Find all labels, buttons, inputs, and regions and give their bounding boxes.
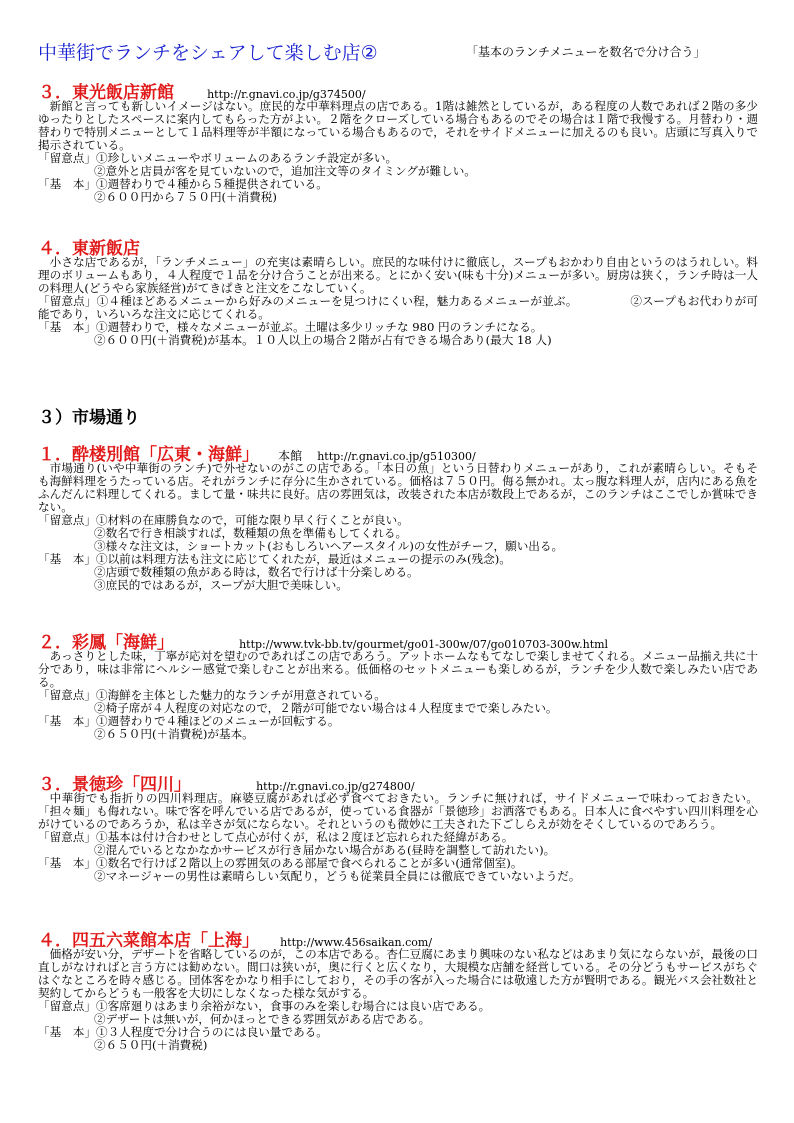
shop-entry (38, 926, 758, 1052)
basic-item: ①週替わりで４種ほどのメニューが回転する。 (95, 715, 340, 728)
shop-entry (38, 78, 758, 204)
basic-item: ②６００円(＋消費税)が基本。１０人以上の場合２階が占有できる場合あり(最大 18 人) (94, 334, 552, 347)
notes-paragraph (38, 295, 758, 321)
basic-line (38, 715, 758, 728)
note-item: ①基本は付け合わせとして点心が付くが，私は２度ほど忘れられた経緯がある。 (95, 831, 514, 844)
basic-line (38, 857, 758, 870)
basic-item: ②店頭で数種類の魚がある時は，数名で行けば十分楽しめる。 (94, 566, 419, 579)
basic-line (38, 321, 758, 334)
note-item: ②椅子席が４人程度の対応なので，２階が可能でない場合は４人程度までで楽しみたい。 (94, 702, 558, 715)
basic-label: 「基 本」 (38, 1026, 96, 1039)
page-subtitle: 「基本のランチメニューを数名で分け合う」 (466, 45, 706, 59)
basic-line (38, 1026, 758, 1039)
shop-url-link[interactable]: http://r.gnavi.co.jp/g274800/ (256, 780, 415, 793)
shop-title-row (38, 440, 758, 465)
shop-title-row (38, 234, 758, 259)
basic-item: ③庶民的ではあるが，スープが大胆で美味しい。 (94, 579, 348, 592)
shop-description: 中華街でも指折りの四川料理店。麻婆豆腐があれば必ず食べておきたい。ランチに無ければ，サイドメニューで味わっておきたい。「担々麺」も侮れない。味で客を呼んでいる店であるが，使っている食器が「景徳珍」お洒落でもある。日本人に食べやすい四川料理を心がけているのであろうか，私は辛さが気にならない。それというのも微妙に工夫された下ごしらえが効をそくしているのであろう。 (38, 791, 758, 831)
page-title: 中華街でランチをシェアして楽しむ店② (38, 42, 378, 64)
shop-title-row (38, 628, 758, 653)
shop-name: ３．景徳珍「四川」 (38, 775, 191, 795)
basic-line (38, 553, 758, 566)
note-item: ①海鮮を主体とした魅力的なランチが用意されている。 (95, 689, 386, 702)
basic-item: ②６５０円(＋消費税)が基本。 (94, 728, 254, 741)
basic-label: 「基 本」 (38, 715, 96, 728)
notes-label: 「留意点」 (38, 514, 96, 527)
shop-branch-label: 本館 (278, 449, 303, 463)
notes-label: 「留意点」 (38, 1000, 96, 1013)
shop-description: 小さな店であるが，「ランチメニュー」の充実は素晴らしい。庶民的な味付けに徹底し，スープもおかわり自由というのはうれしい。料理のボリュームもあり，４人程度で１品を分け合うことが出来る。とにかく安い(味も十分)メニューが多い。厨房は狭く，ランチ時は一人の料理人(どうやら家族経営)がてきぱきと注文をこなしていく。 (38, 255, 758, 295)
note-item: ①客席廻りはあまり余裕がない，食事のみを楽しむ場合には良い店である。 (95, 1000, 491, 1013)
basic-item: ①数名で行けば２階以上の雰囲気のある部屋で食べられることが多い(通常個室)。 (95, 857, 523, 870)
note-item: ①材料の在庫勝負なので，可能な限り早く行くことが良い。 (95, 514, 409, 527)
basic-label: 「基 本」 (38, 321, 96, 334)
basic-item: ①週替わりで４種から５種提供されている。 (95, 178, 328, 191)
shop-description: 新館と言っても新しいイメージはない。庶民的な中華料理点の店である。1階は雑然としているが，ある程度の人数であれば２階の多少ゆったりとしたスペースに案内してもらった方がよい。２階をクローズしている場合もあるのでその場合は１階で我慢する。月替わり・週替わりで特別メニューとして１品料理等が半額になっている場合もあるので，それをサイドメニューに加えるのも良い。店頭に写真入りで掲示されている。 (38, 99, 758, 152)
shop-entry (38, 440, 758, 592)
note-item: ③様々な注文は，ショートカット(おもしろいヘアースタイル)の女性がチーフ，願い出る。 (94, 540, 564, 553)
note-item: ②数名で行き相談すれば，数種類の魚を準備もしてくれる。 (94, 527, 408, 540)
note-item: ②混んでいるとなかなかサービスが行き届かない場合がある(昼時を調整して訪れたい)。 (94, 844, 556, 857)
shop-url-link[interactable]: http://r.gnavi.co.jp/g374500/ (207, 88, 366, 101)
basic-label: 「基 本」 (38, 178, 96, 191)
shop-title-row (38, 78, 758, 103)
shop-entry (38, 628, 758, 741)
basic-item: ①週替わりで，様々なメニューが並ぶ。土曜は多少リッチな 980 円のランチになる。 (95, 321, 543, 334)
basic-item: ②マネージャーの男性は素晴らしい気配り，どうも従業員全員には徹底できていないようだ。 (94, 870, 581, 883)
shop-description: あっさりとした味，丁寧が応対を望むのであればこの店であろう。アットホームなもてなしで楽しませてくれる。メニュー品揃え共に十分であり，味は非常にヘルシー感覚で楽しむことが出来る。低価格のセットメニューも楽しめるが，ランチを少人数で楽しみたい店である。 (38, 649, 758, 689)
shop-description: 市場通り(いや中華街のランチ)で外せないのがこの店である。「本日の魚」という日替わりメニューがあり，これが素晴らしい。そもそも海鮮料理をうたっている店。それがランチに存分に生かされている。価格は７５０円。侮る無かれ。太っ腹な料理人が，店内にある魚をふんだんに料理してくれる。まして量・味共に良好。店の雰囲気は，改装された本店が数段上であるが，このランチはここでしか賞味できない。 (38, 461, 758, 514)
notes-label: 「留意点」 (38, 152, 96, 165)
basic-item: ①以前は料理方法も注文に応じてくれたが，最近はメニューの提示のみ(残念)。 (95, 553, 511, 566)
note-item: ①４種ほどあるメニューから好みのメニューを見つけにくい程，魅力あるメニューが並ぶ。 ②スープもお代わりが可能であり，いろいろな注文に応じてくれる。 (38, 294, 758, 321)
basic-item: ②６５０円(＋消費税) (94, 1039, 208, 1052)
shop-name: ２．彩鳳「海鮮」 (38, 633, 174, 653)
basic-item: ①３人程度で分け合うのには良い量である。 (95, 1026, 328, 1039)
shop-name: ４．四五六菜館本店「上海」 (38, 931, 259, 951)
notes-line (38, 1000, 758, 1013)
shop-description: 価格が安い分，デザートを省略しているのが，この本店である。杏仁豆腐にあまり興味のない私などはあまり気にならないが，最後の口直しがなければと言う方には勧めない。間口は狭いが，奥に行くと広くなり，大規模な店舗を経営している。その分どうもサービスがちぐはぐなところを時々感じる。団体客をかなり相手にしており，その手の客が入った場合には敬遠した方が賢明である。観光バス会社数社と契約してからどうも一般客を大切にしなくなった様な気がする。 (38, 947, 758, 1000)
shop-title-row (38, 770, 758, 795)
basic-label: 「基 本」 (38, 857, 96, 870)
shop-url-link[interactable]: http://r.gnavi.co.jp/g510300/ (317, 450, 476, 463)
basic-label: 「基 本」 (38, 553, 96, 566)
shop-url-link[interactable]: http://www.tvk-bb.tv/gourmet/go01-300w/07/go010703-300w.html (239, 638, 609, 651)
notes-label: 「留意点」 (38, 831, 96, 844)
notes-line (38, 514, 758, 527)
notes-label: 「留意点」 (38, 689, 96, 702)
shop-entry (38, 770, 758, 883)
shop-name: ３．東光飯店新館 (38, 83, 174, 103)
note-item: ①珍しいメニューやボリュームのあるランチ設定が多い。 (95, 152, 398, 165)
notes-line (38, 152, 758, 165)
notes-line (38, 831, 758, 844)
notes-label: 「留意点」 (38, 294, 97, 308)
shop-url-link[interactable]: http://www.456saikan.com/ (280, 936, 433, 949)
shop-entry (38, 234, 758, 347)
basic-item: ②６００円から７５０円(＋消費税) (94, 191, 277, 204)
basic-line (38, 178, 758, 191)
shop-title-row (38, 926, 758, 951)
shop-name: ４．東新飯店 (38, 239, 140, 259)
section-heading: ３）市場通り (38, 408, 140, 428)
shop-name: １．酔楼別館「広東・海鮮」 (38, 445, 259, 465)
note-item: ②デザートは無いが，何かほっとできる雰囲気がある店である。 (94, 1013, 431, 1026)
notes-line (38, 689, 758, 702)
page-header (38, 38, 758, 64)
note-item: ②意外と店員が客を見ていないので，追加注文等のタイミングが難しい。 (94, 165, 476, 178)
